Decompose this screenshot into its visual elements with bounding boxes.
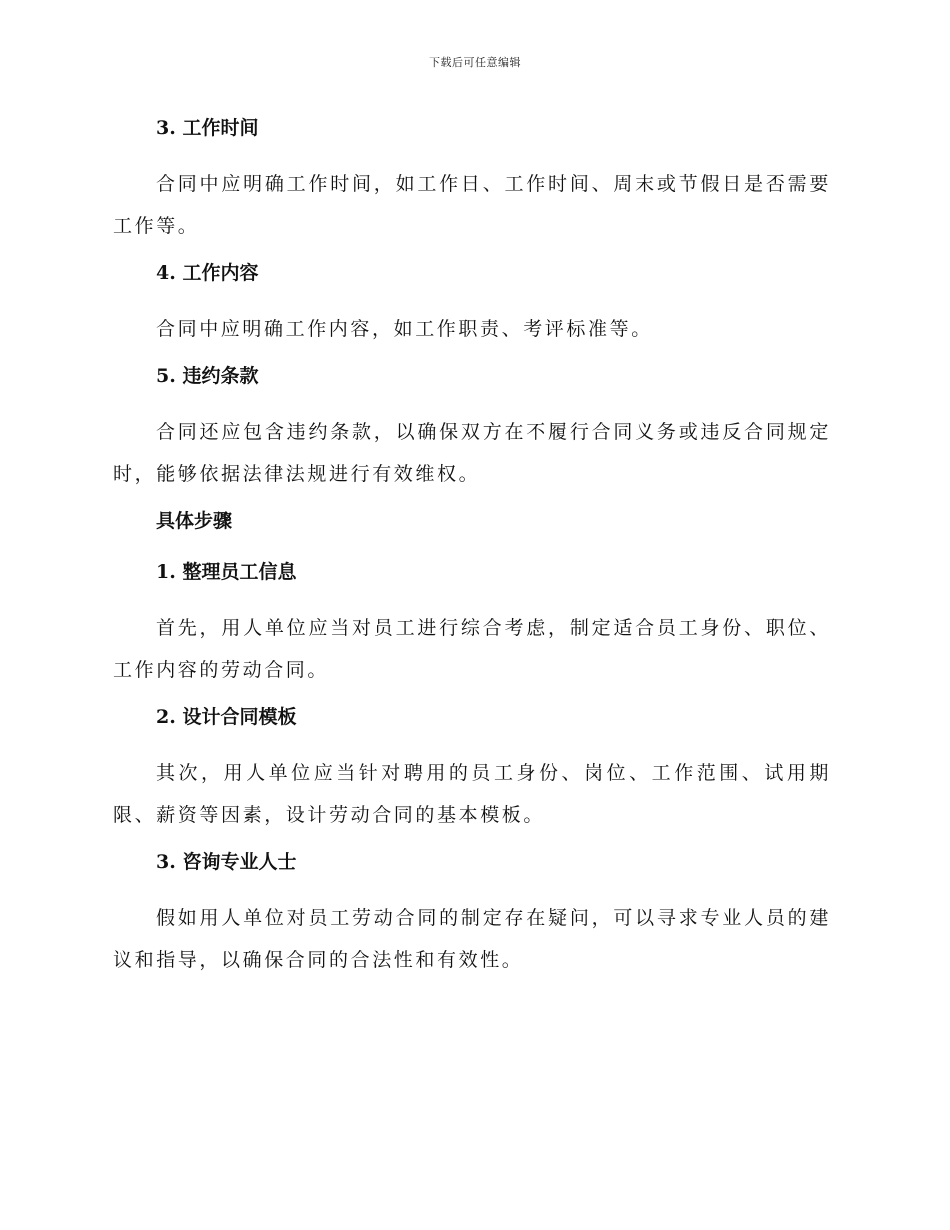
- section-heading-breach-terms: 5. 违约条款: [156, 365, 259, 387]
- page-header: 下载后可任意编辑: [429, 56, 521, 69]
- paragraph-consult-professionals: 假如用人单位对员工劳动合同的制定存在疑问，可以寻求专业人员的建议和指导，以确保合同的合法性和有效性。: [113, 907, 831, 971]
- document-body: [113, 112, 831, 991]
- paragraph-work-content: 合同中应明确工作内容，如工作职责、考评标准等。: [156, 318, 653, 340]
- step-heading-design-template: 2. 设计合同模板: [156, 706, 297, 728]
- paragraph-organize-info: 首先，用人单位应当对员工进行综合考虑，制定适合员工身份、职位、工作内容的劳动合同。: [113, 617, 831, 681]
- paragraph-work-hours: 合同中应明确工作时间，如工作日、工作时间、周末或节假日是否需要工作等。: [113, 173, 831, 237]
- step-heading-consult-professionals: 3. 咨询专业人士: [156, 851, 297, 873]
- step-heading-organize-info: 1. 整理员工信息: [156, 561, 297, 583]
- paragraph-breach-terms: 合同还应包含违约条款，以确保双方在不履行合同义务或违反合同规定时，能够依据法律法规进行有效维权。: [113, 421, 831, 485]
- paragraph-design-template: 其次，用人单位应当针对聘用的员工身份、岗位、工作范围、试用期限、薪资等因素，设计劳动合同的基本模板。: [113, 762, 831, 826]
- section-heading-work-hours: 3. 工作时间: [156, 117, 259, 139]
- section-heading-work-content: 4. 工作内容: [156, 262, 259, 284]
- section-heading-specific-steps: 具体步骤: [156, 510, 233, 532]
